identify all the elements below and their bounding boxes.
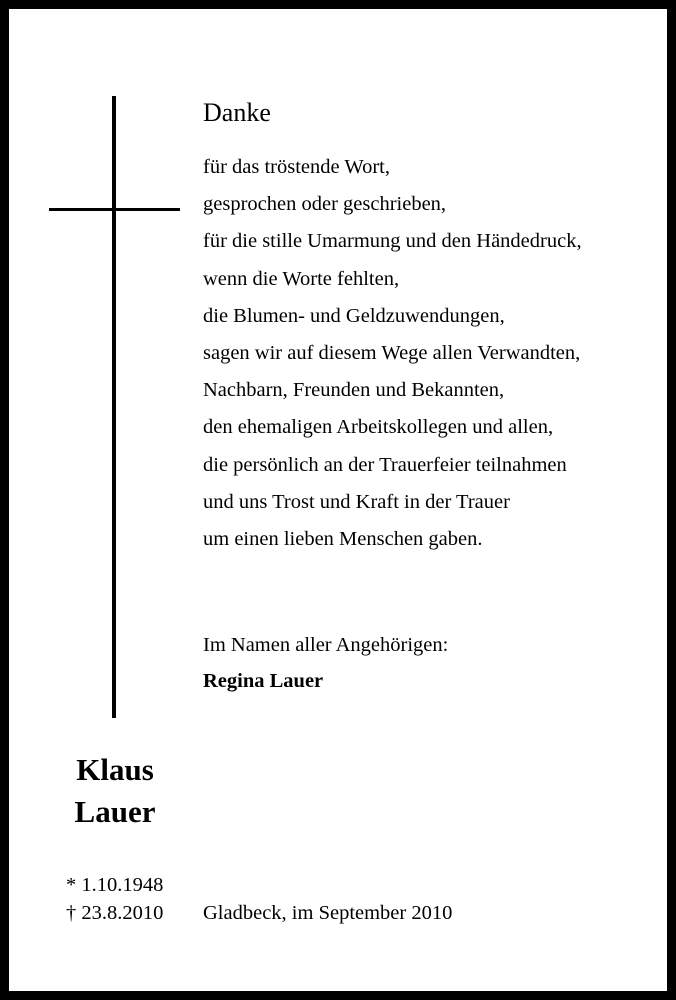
- message-line: für die stille Umarmung und den Händedruck,: [203, 230, 582, 253]
- signoff-intro: Im Namen aller Angehörigen:: [203, 634, 449, 656]
- signoff-name: Regina Lauer: [203, 670, 324, 692]
- deceased-first-name: Klaus: [76, 752, 154, 787]
- message-line: gesprochen oder geschrieben,: [203, 193, 447, 216]
- message-line: Nachbarn, Freunden und Bekannten,: [203, 379, 505, 402]
- message-line: für das tröstende Wort,: [203, 156, 390, 178]
- deceased-name: [29, 749, 201, 833]
- message-line: den ehemaligen Arbeitskollegen und allen,: [203, 416, 554, 439]
- cross-vertical-bar: [112, 96, 116, 718]
- message-line: die Blumen- und Geldzuwendungen,: [203, 304, 505, 327]
- birth-date: * 1.10.1948: [66, 874, 164, 896]
- message-line: sagen wir auf diesem Wege allen Verwandten,: [203, 342, 581, 365]
- message-line: die persönlich an der Trauerfeier teilnahmen: [203, 453, 567, 476]
- cross-horizontal-bar: [49, 208, 180, 211]
- death-date: † 23.8.2010: [66, 902, 164, 924]
- life-dates: [66, 871, 163, 927]
- deceased-last-name: Lauer: [74, 794, 156, 829]
- message-line: um einen lieben Menschen gaben.: [203, 528, 483, 551]
- signoff-block: [203, 627, 448, 699]
- thank-you-message: [203, 149, 582, 558]
- notice-heading: Danke: [203, 98, 271, 127]
- message-line: und uns Trost und Kraft in der Trauer: [203, 490, 510, 513]
- message-line: wenn die Worte fehlten,: [203, 267, 400, 290]
- place-and-date: Gladbeck, im September 2010: [203, 902, 453, 924]
